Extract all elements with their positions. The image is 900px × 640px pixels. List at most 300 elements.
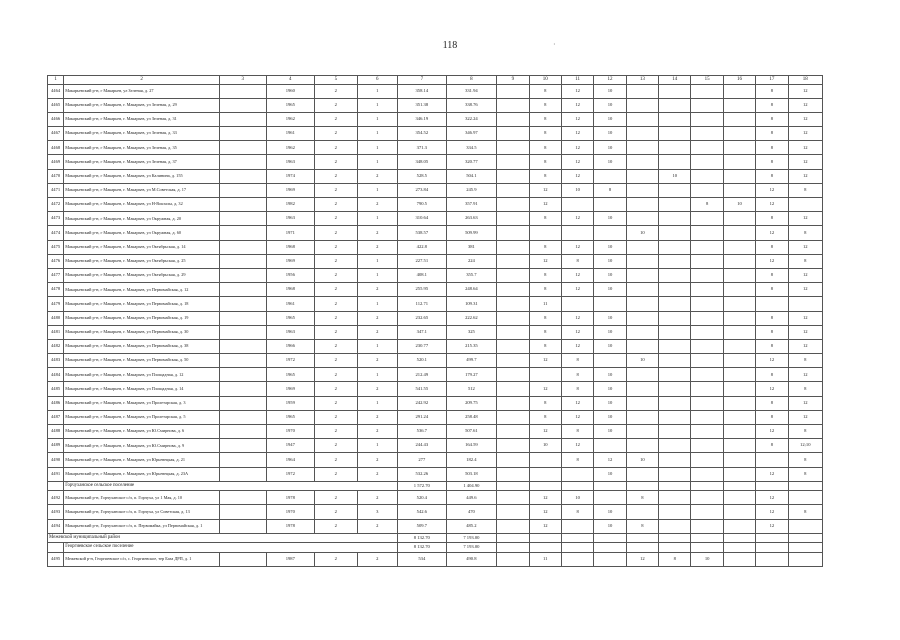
table-cell: 1961 bbox=[266, 297, 315, 311]
table-cell bbox=[529, 543, 561, 553]
table-cell: 1962 bbox=[266, 141, 315, 155]
table-cell bbox=[788, 533, 822, 543]
table-row bbox=[48, 339, 823, 353]
address-cell: Макарьевский р-н, г Макарьев, г. Макарьев, ул Октябрьская, д. 14 bbox=[64, 240, 220, 254]
table-cell bbox=[691, 354, 723, 368]
table-cell: 2 bbox=[315, 297, 357, 311]
table-cell: 2 bbox=[315, 382, 357, 396]
table-cell: 8 bbox=[756, 169, 788, 183]
table-cell: 258.48 bbox=[446, 410, 497, 424]
table-cell bbox=[659, 212, 691, 226]
table-cell bbox=[691, 533, 723, 543]
table-cell: 12 bbox=[756, 519, 788, 533]
table-cell bbox=[219, 467, 266, 481]
table-cell: 182.4 bbox=[446, 453, 497, 467]
table-cell bbox=[497, 212, 529, 226]
table-cell: 1965 bbox=[266, 98, 315, 112]
table-cell: 12 bbox=[561, 339, 593, 353]
table-cell: 12 bbox=[529, 354, 561, 368]
table-cell bbox=[219, 453, 266, 467]
table-cell bbox=[497, 396, 529, 410]
table-cell: 1 bbox=[357, 155, 397, 169]
table-cell: 215.35 bbox=[446, 339, 497, 353]
table-cell: 12 bbox=[561, 396, 593, 410]
subtotal-total-area: 1 572.70 bbox=[398, 481, 447, 491]
table-cell bbox=[691, 254, 723, 268]
address-cell: Макарьевский р-н, г Макарьев, г. Макарьев, ул Площадная, д. 14 bbox=[64, 382, 220, 396]
row-id-cell: 4492 bbox=[48, 491, 64, 505]
table-cell: 2 bbox=[315, 552, 357, 566]
table-cell: 12 bbox=[756, 354, 788, 368]
table-cell: 1965 bbox=[266, 311, 315, 325]
row-id-cell: 4494 bbox=[48, 519, 64, 533]
table-cell: 10 bbox=[594, 268, 626, 282]
table-cell bbox=[594, 543, 626, 553]
row-id-cell: 4475 bbox=[48, 240, 64, 254]
table-cell: 347.1 bbox=[398, 325, 447, 339]
table-cell bbox=[691, 98, 723, 112]
table-cell bbox=[497, 112, 529, 126]
table-cell: 331.94 bbox=[446, 84, 497, 98]
table-cell: 490.8 bbox=[446, 552, 497, 566]
table-cell bbox=[626, 297, 658, 311]
table-cell: 12 bbox=[788, 410, 822, 424]
column-header: 7 bbox=[398, 76, 447, 85]
table-cell: 8 bbox=[788, 382, 822, 396]
table-cell bbox=[723, 368, 755, 382]
table-cell: 1964 bbox=[266, 453, 315, 467]
table-cell: 1 bbox=[357, 368, 397, 382]
table-cell bbox=[497, 533, 529, 543]
table-cell bbox=[497, 425, 529, 439]
table-cell: 1947 bbox=[266, 439, 315, 453]
table-cell bbox=[626, 368, 658, 382]
table-cell: 2 bbox=[315, 84, 357, 98]
table-row bbox=[48, 519, 823, 533]
table-cell: 2 bbox=[315, 112, 357, 126]
address-cell: Макарьевский р-н, г Макарьев, г. Макарьев, ул Первомайская, д. 18 bbox=[64, 297, 220, 311]
table-cell bbox=[691, 311, 723, 325]
table-cell: 2 bbox=[315, 354, 357, 368]
table-cell bbox=[561, 481, 593, 491]
address-cell: Макарьевский р-н, Горчуханское с/п, п. Первомайка, ул Первомайская, д. 1 bbox=[64, 519, 220, 533]
column-header: 17 bbox=[756, 76, 788, 85]
table-cell bbox=[219, 311, 266, 325]
table-cell: 10 bbox=[594, 519, 626, 533]
table-cell: 2 bbox=[357, 410, 397, 424]
table-cell: 2 bbox=[357, 453, 397, 467]
table-cell: 179.27 bbox=[446, 368, 497, 382]
table-cell bbox=[497, 127, 529, 141]
table-cell: 8 bbox=[529, 396, 561, 410]
table-cell: 1962 bbox=[266, 112, 315, 126]
table-cell bbox=[219, 325, 266, 339]
table-cell bbox=[723, 543, 755, 553]
table-cell: 2 bbox=[315, 505, 357, 519]
table-cell: 10 bbox=[594, 339, 626, 353]
row-id-cell: 4487 bbox=[48, 410, 64, 424]
table-cell: 263.63 bbox=[446, 212, 497, 226]
row-id-cell: 4481 bbox=[48, 325, 64, 339]
table-cell: 255.95 bbox=[398, 283, 447, 297]
table-cell bbox=[626, 533, 658, 543]
table-cell bbox=[626, 268, 658, 282]
table-cell: 8 bbox=[788, 226, 822, 240]
table-cell bbox=[659, 481, 691, 491]
row-id-cell: 4466 bbox=[48, 112, 64, 126]
table-cell: 12 bbox=[788, 84, 822, 98]
table-cell bbox=[626, 339, 658, 353]
table-cell bbox=[659, 491, 691, 505]
table-cell: 2 bbox=[357, 382, 397, 396]
table-cell bbox=[497, 505, 529, 519]
table-cell bbox=[497, 410, 529, 424]
table-cell bbox=[219, 112, 266, 126]
table-cell bbox=[529, 533, 561, 543]
table-cell: 2 bbox=[315, 183, 357, 197]
table-cell: 8 bbox=[529, 268, 561, 282]
table-cell: 10 bbox=[659, 169, 691, 183]
table-cell: 10 bbox=[626, 226, 658, 240]
table-cell bbox=[219, 491, 266, 505]
table-cell: 10 bbox=[594, 325, 626, 339]
table-cell: 1 bbox=[357, 98, 397, 112]
address-cell: Межевской р-н, Георгиевское с/п, с. Георгиевское, тер База ДРП, д. 1 bbox=[64, 552, 220, 566]
table-cell bbox=[723, 268, 755, 282]
table-row bbox=[48, 98, 823, 112]
table-cell: 10 bbox=[626, 354, 658, 368]
table-cell: 8 bbox=[529, 155, 561, 169]
table-cell bbox=[691, 396, 723, 410]
table-cell bbox=[594, 552, 626, 566]
table-cell: 1963 bbox=[266, 155, 315, 169]
table-cell: 244.43 bbox=[398, 439, 447, 453]
table-cell bbox=[723, 155, 755, 169]
table-cell: 291.24 bbox=[398, 410, 447, 424]
table-cell: 232.65 bbox=[398, 311, 447, 325]
table-cell: 8 bbox=[788, 354, 822, 368]
row-id-cell: 4486 bbox=[48, 396, 64, 410]
table-cell: 12 bbox=[756, 467, 788, 481]
table-cell bbox=[691, 183, 723, 197]
table-row bbox=[48, 325, 823, 339]
table-cell: 2 bbox=[315, 198, 357, 212]
table-cell bbox=[659, 354, 691, 368]
table-cell: 8 bbox=[788, 254, 822, 268]
table-cell bbox=[723, 533, 755, 543]
table-cell: 10 bbox=[594, 240, 626, 254]
table-cell bbox=[788, 198, 822, 212]
table-cell: 1959 bbox=[266, 396, 315, 410]
column-header: 4 bbox=[266, 76, 315, 85]
table-cell: 12 bbox=[788, 268, 822, 282]
column-header: 14 bbox=[659, 76, 691, 85]
table-row bbox=[48, 268, 823, 282]
table-cell bbox=[561, 297, 593, 311]
table-row bbox=[48, 112, 823, 126]
table-cell bbox=[594, 198, 626, 212]
table-cell bbox=[723, 169, 755, 183]
table-cell: 8 bbox=[756, 283, 788, 297]
table-row bbox=[48, 425, 823, 439]
table-cell bbox=[788, 519, 822, 533]
address-cell: Макарьевский р-н, Горчуханское с/п, п. Горчуха, ул Советская, д. 13 bbox=[64, 505, 220, 519]
table-cell: 354.52 bbox=[398, 127, 447, 141]
table-cell: 12 bbox=[561, 325, 593, 339]
table-cell: 2 bbox=[315, 169, 357, 183]
table-cell: 12 bbox=[561, 84, 593, 98]
table-row bbox=[48, 410, 823, 424]
table-cell bbox=[219, 226, 266, 240]
table-cell: 1966 bbox=[266, 339, 315, 353]
table-cell: 248.64 bbox=[446, 283, 497, 297]
table-cell: 10 bbox=[594, 155, 626, 169]
table-cell bbox=[626, 325, 658, 339]
table-cell: 277 bbox=[398, 453, 447, 467]
table-cell bbox=[626, 254, 658, 268]
row-id-cell: 4469 bbox=[48, 155, 64, 169]
table-cell bbox=[723, 519, 755, 533]
table-cell: 1969 bbox=[266, 382, 315, 396]
table-cell: 8 bbox=[756, 339, 788, 353]
registry-table bbox=[47, 75, 823, 567]
table-cell bbox=[497, 519, 529, 533]
table-cell: 520.4 bbox=[398, 491, 447, 505]
table-cell bbox=[626, 396, 658, 410]
registry-table-body bbox=[48, 76, 823, 567]
table-cell: 1965 bbox=[266, 368, 315, 382]
table-cell bbox=[594, 439, 626, 453]
table-cell bbox=[594, 226, 626, 240]
table-cell bbox=[497, 268, 529, 282]
address-cell: Макарьевский р-н, г Макарьев, г. Макарьев, ул Первомайская, д. 19 bbox=[64, 311, 220, 325]
table-cell bbox=[497, 382, 529, 396]
table-cell: 10 bbox=[529, 439, 561, 453]
table-cell bbox=[626, 212, 658, 226]
column-header: 12 bbox=[594, 76, 626, 85]
table-cell: 8 bbox=[529, 283, 561, 297]
table-cell: 532.26 bbox=[398, 467, 447, 481]
table-cell bbox=[659, 283, 691, 297]
table-cell bbox=[626, 283, 658, 297]
table-cell: 1 bbox=[357, 339, 397, 353]
table-cell bbox=[659, 297, 691, 311]
subtotal-row bbox=[48, 543, 823, 553]
table-cell: 12 bbox=[788, 283, 822, 297]
table-cell bbox=[497, 283, 529, 297]
table-cell: 8 bbox=[756, 325, 788, 339]
table-cell: 1 bbox=[357, 297, 397, 311]
table-cell bbox=[788, 481, 822, 491]
table-cell: 2 bbox=[315, 268, 357, 282]
table-cell: 2 bbox=[357, 283, 397, 297]
table-cell: 12 bbox=[788, 127, 822, 141]
table-cell bbox=[659, 127, 691, 141]
column-header: 18 bbox=[788, 76, 822, 85]
table-cell bbox=[219, 127, 266, 141]
table-cell: 12 bbox=[529, 183, 561, 197]
table-cell bbox=[626, 311, 658, 325]
table-cell: 10 bbox=[723, 198, 755, 212]
table-cell: 358.14 bbox=[398, 84, 447, 98]
table-cell: 2 bbox=[315, 155, 357, 169]
address-cell: Макарьевский р-н, г Макарьев, г. Макарьев, ул Первомайская, д. 30 bbox=[64, 325, 220, 339]
table-cell: 322.24 bbox=[446, 112, 497, 126]
address-cell: Макарьевский р-н, г Макарьев, г. Макарьев, ул Юрьевецкая, д. 21 bbox=[64, 453, 220, 467]
table-cell: 512 bbox=[446, 382, 497, 396]
table-cell: 470 bbox=[446, 505, 497, 519]
table-cell: 164.59 bbox=[446, 439, 497, 453]
table-cell: 8 bbox=[756, 112, 788, 126]
table-cell bbox=[723, 283, 755, 297]
table-cell: 8 bbox=[788, 505, 822, 519]
table-cell bbox=[691, 268, 723, 282]
table-cell bbox=[219, 297, 266, 311]
table-cell: 8 bbox=[756, 98, 788, 112]
row-id-cell: 4468 bbox=[48, 141, 64, 155]
table-row bbox=[48, 396, 823, 410]
table-cell: 12 bbox=[788, 240, 822, 254]
table-cell bbox=[691, 543, 723, 553]
table-cell: 503.18 bbox=[446, 467, 497, 481]
table-cell: 12 bbox=[788, 169, 822, 183]
subtotal-row bbox=[48, 533, 823, 543]
table-cell bbox=[659, 396, 691, 410]
table-cell bbox=[659, 98, 691, 112]
table-cell bbox=[723, 325, 755, 339]
table-cell bbox=[497, 226, 529, 240]
table-row bbox=[48, 127, 823, 141]
table-cell: 790.5 bbox=[398, 198, 447, 212]
table-cell bbox=[497, 141, 529, 155]
table-cell: 8 bbox=[659, 552, 691, 566]
table-cell: 2 bbox=[315, 141, 357, 155]
subtotal-total-area: 8 132.70 bbox=[398, 543, 447, 553]
table-cell bbox=[626, 467, 658, 481]
address-cell: Макарьевский р-н, Горчуханское с/п, п. Горчуха, ул 1 Мая, д. 10 bbox=[64, 491, 220, 505]
table-cell bbox=[723, 354, 755, 368]
table-cell bbox=[723, 183, 755, 197]
table-cell bbox=[219, 339, 266, 353]
table-cell: 10 bbox=[594, 84, 626, 98]
table-cell: 222.62 bbox=[446, 311, 497, 325]
row-id-cell: 4485 bbox=[48, 382, 64, 396]
table-cell bbox=[691, 439, 723, 453]
table-cell: 8 bbox=[529, 169, 561, 183]
table-cell bbox=[497, 453, 529, 467]
table-cell: 1969 bbox=[266, 254, 315, 268]
table-cell: 8 bbox=[788, 453, 822, 467]
table-cell: 509.7 bbox=[398, 519, 447, 533]
table-cell: 8 bbox=[529, 127, 561, 141]
table-cell bbox=[723, 491, 755, 505]
table-cell bbox=[219, 354, 266, 368]
table-cell bbox=[497, 368, 529, 382]
address-cell: Макарьевский р-н, г Макарьев, г. Макарьев, ул Ю.Смирнова, д. 6 bbox=[64, 425, 220, 439]
table-cell: 2 bbox=[357, 311, 397, 325]
table-cell bbox=[723, 254, 755, 268]
table-cell: 8 bbox=[529, 339, 561, 353]
table-cell: 8 bbox=[529, 141, 561, 155]
table-cell: 10 bbox=[594, 425, 626, 439]
table-cell bbox=[219, 505, 266, 519]
table-cell bbox=[659, 382, 691, 396]
table-cell: 12 bbox=[529, 491, 561, 505]
table-cell: 10 bbox=[594, 127, 626, 141]
table-cell bbox=[529, 368, 561, 382]
table-cell: 12 bbox=[756, 491, 788, 505]
table-cell: 2 bbox=[357, 240, 397, 254]
table-cell bbox=[659, 198, 691, 212]
table-cell: 2 bbox=[315, 425, 357, 439]
row-id-cell: 4471 bbox=[48, 183, 64, 197]
table-cell: 212.49 bbox=[398, 368, 447, 382]
address-cell: Макарьевский р-н, г Макарьев, г. Макарьев, ул Первомайская, д. 50 bbox=[64, 354, 220, 368]
table-cell: 1 bbox=[357, 439, 397, 453]
table-cell bbox=[659, 339, 691, 353]
scan-mark: · bbox=[553, 40, 556, 49]
table-cell bbox=[659, 240, 691, 254]
table-cell bbox=[756, 533, 788, 543]
table-cell: 8 bbox=[529, 410, 561, 424]
table-cell bbox=[626, 84, 658, 98]
table-cell bbox=[219, 98, 266, 112]
row-id-cell: 4489 bbox=[48, 439, 64, 453]
table-cell: 10 bbox=[594, 382, 626, 396]
table-cell: 8 bbox=[561, 354, 593, 368]
table-row bbox=[48, 467, 823, 481]
table-cell: 8 bbox=[756, 155, 788, 169]
table-cell: 8 bbox=[756, 368, 788, 382]
table-cell: 8 bbox=[529, 325, 561, 339]
table-cell: 1 bbox=[357, 141, 397, 155]
table-cell bbox=[529, 467, 561, 481]
table-cell: 8 bbox=[529, 98, 561, 112]
address-cell: Макарьевский р-н, г Макарьев, г. Макарьев, ул Пролетарская, д. 5 bbox=[64, 410, 220, 424]
table-cell: 449.6 bbox=[446, 491, 497, 505]
table-cell: 1970 bbox=[266, 425, 315, 439]
table-cell: 10 bbox=[594, 311, 626, 325]
table-cell bbox=[723, 98, 755, 112]
row-id-cell: 4472 bbox=[48, 198, 64, 212]
table-cell: 12 bbox=[756, 425, 788, 439]
table-cell: 12 bbox=[756, 226, 788, 240]
table-cell: 1978 bbox=[266, 519, 315, 533]
table-cell: 1 bbox=[357, 268, 397, 282]
table-cell: 8 bbox=[756, 84, 788, 98]
table-cell bbox=[497, 543, 529, 553]
table-cell bbox=[723, 382, 755, 396]
table-cell bbox=[691, 141, 723, 155]
table-cell: 2 bbox=[315, 240, 357, 254]
table-cell bbox=[529, 481, 561, 491]
column-header: 13 bbox=[626, 76, 658, 85]
table-cell: 10 bbox=[626, 453, 658, 467]
table-cell: 12 bbox=[788, 325, 822, 339]
table-cell: 12 bbox=[529, 198, 561, 212]
table-cell: 209.75 bbox=[446, 396, 497, 410]
table-cell bbox=[497, 354, 529, 368]
table-cell: 2 bbox=[315, 453, 357, 467]
row-id-cell: 4478 bbox=[48, 283, 64, 297]
table-cell: 507.61 bbox=[446, 425, 497, 439]
table-cell bbox=[723, 240, 755, 254]
address-cell: Макарьевский р-н, г Макарьев, г. Макарьев, ул Ю.Смирнова, д. 9 bbox=[64, 439, 220, 453]
address-cell: Макарьевский р-н, г Макарьев, г. Макарьев, ул Калинина, д. 155 bbox=[64, 169, 220, 183]
table-cell bbox=[691, 467, 723, 481]
table-cell: 346.97 bbox=[446, 127, 497, 141]
table-cell bbox=[691, 155, 723, 169]
